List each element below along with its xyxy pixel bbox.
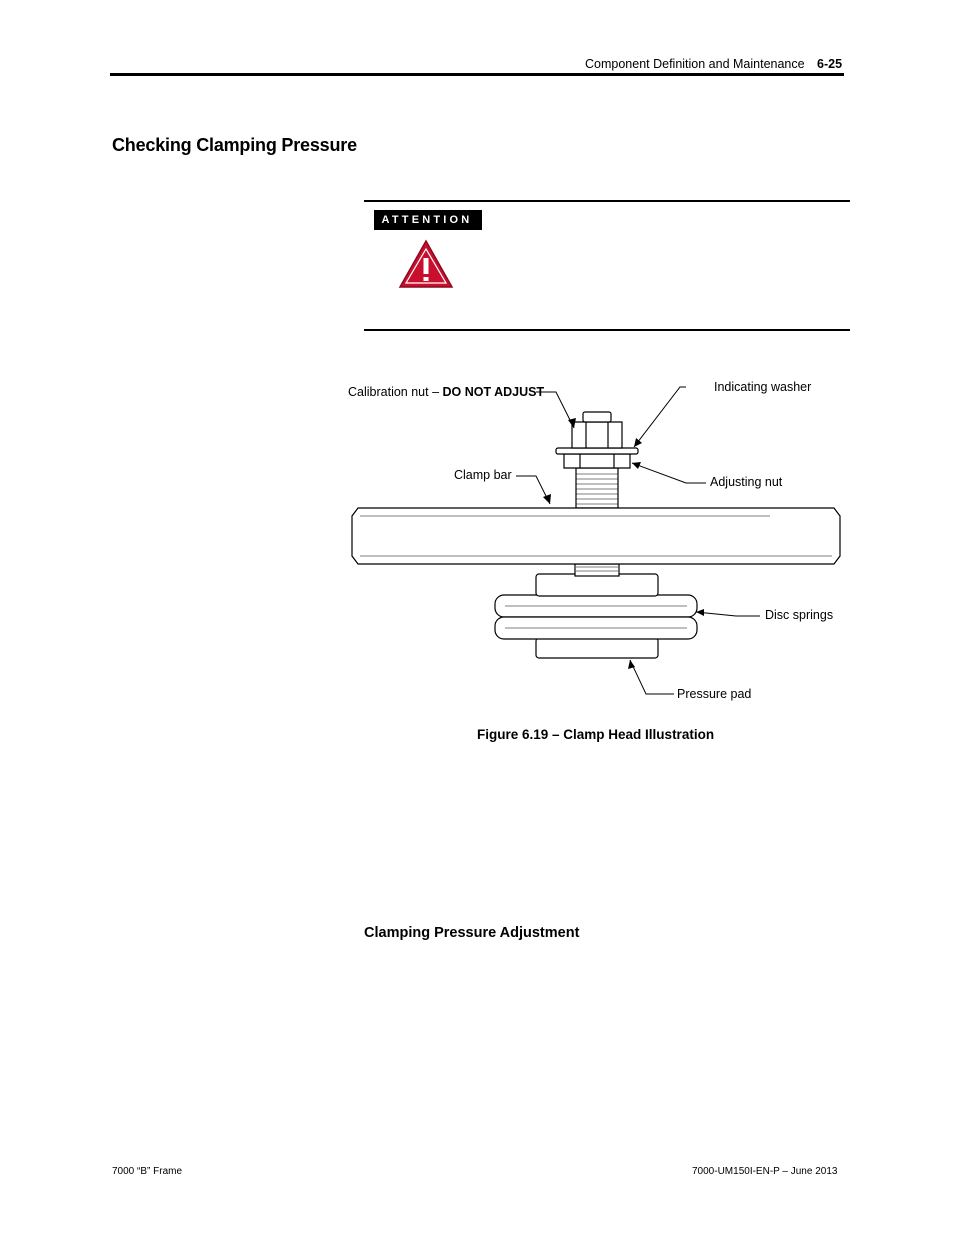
label-indicating-washer: Indicating washer bbox=[714, 380, 812, 394]
label-adjusting-nut: Adjusting nut bbox=[710, 475, 783, 489]
attention-bottom-rule bbox=[364, 329, 850, 331]
label-disc-springs: Disc springs bbox=[765, 608, 834, 622]
label-clamp-bar: Clamp bar bbox=[454, 468, 512, 482]
page-number: 6-25 bbox=[817, 57, 843, 71]
label-calibration-nut-prefix: Calibration nut – bbox=[348, 385, 443, 399]
running-header-title: Component Definition and Maintenance bbox=[585, 57, 805, 71]
footer-left: 7000 “B” Frame bbox=[112, 1166, 183, 1177]
section-heading: Checking Clamping Pressure bbox=[112, 135, 357, 155]
attention-top-rule bbox=[364, 200, 850, 202]
attention-label: ATTENTION bbox=[374, 210, 480, 230]
warning-triangle-icon bbox=[397, 238, 455, 290]
footer-right: 7000-UM150I-EN-P – June 2013 bbox=[692, 1166, 838, 1177]
figure-caption: Figure 6.19 – Clamp Head Illustration bbox=[477, 727, 715, 742]
label-calibration-nut bbox=[348, 385, 544, 399]
label-do-not-adjust: DO NOT ADJUST bbox=[442, 385, 545, 399]
label-pressure-pad: Pressure pad bbox=[677, 687, 752, 701]
subsection-heading: Clamping Pressure Adjustment bbox=[364, 925, 580, 941]
clamp-head-illustration bbox=[340, 370, 860, 710]
header-rule bbox=[110, 73, 844, 76]
attention-label-edge bbox=[480, 210, 482, 230]
